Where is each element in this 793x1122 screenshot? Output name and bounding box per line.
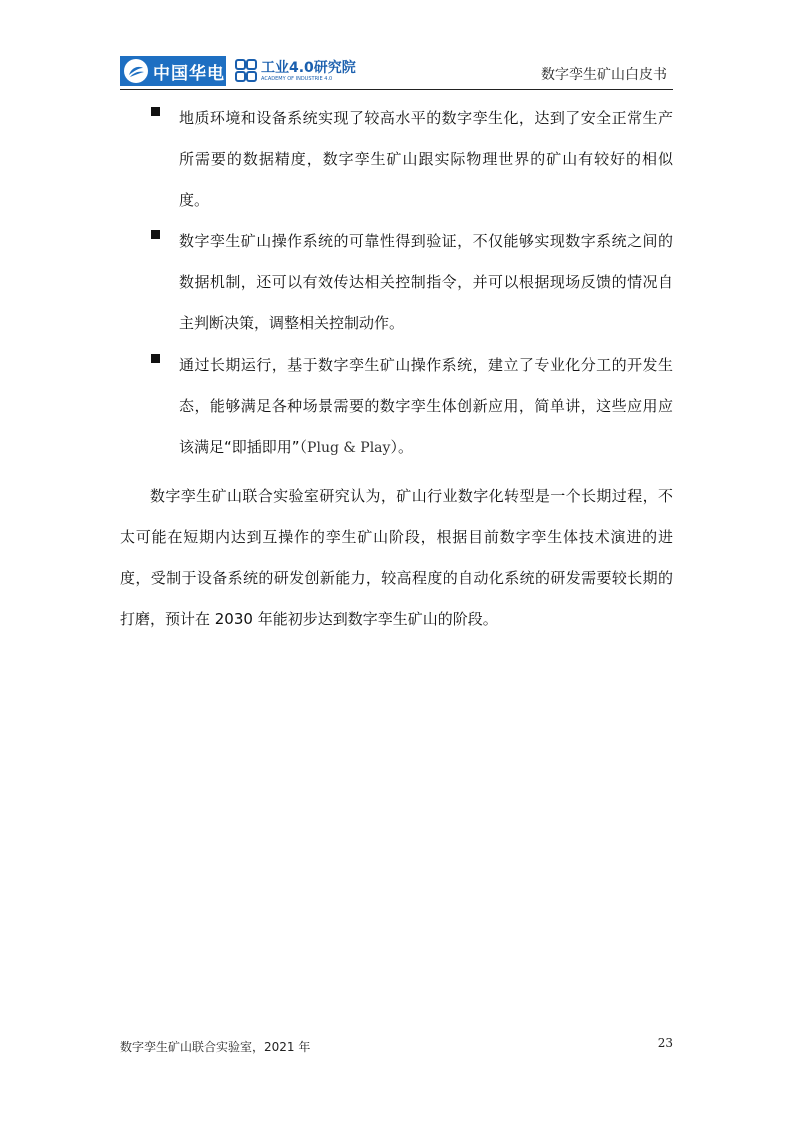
bullet-text-main: 通过长期运行，基于数字孪生矿山操作系统，建立了专业化分工的开发生态，能够满足各种场景需要的数字孪生体创新应用，简单讲，这些应用应该满足“即插即用”（ [179, 356, 673, 456]
academy-logo-subtext: ACADEMY OF INDUSTRIE 4.0 [261, 75, 333, 82]
huadian-logo [120, 56, 226, 86]
bullet-text-end: ）。 [390, 438, 413, 456]
square-bullet-icon [151, 107, 160, 116]
bullet-item-2 [151, 221, 673, 344]
square-bullet-icon [151, 354, 160, 363]
huadian-emblem-icon [123, 58, 149, 84]
bullet-text [179, 345, 673, 469]
page-number: 23 [657, 1036, 673, 1050]
academy-emblem-icon [234, 58, 258, 84]
bullet-text: 数字孪生矿山操作系统的可靠性得到验证，不仅能够实现数字系统之间的数据机制，还可以有效传达相关控制指令，并可以根据现场反馈的情况自主判断决策，调整相关控制动作。 [179, 232, 673, 332]
header-divider [120, 89, 673, 90]
bullet-item-3 [151, 345, 673, 469]
square-bullet-icon [151, 230, 160, 239]
body-paragraph: 数字孪生矿山联合实验室研究认为，矿山行业数字化转型是一个长期过程，不太可能在短期内达到互操作的孪生矿山阶段，根据目前数字孪生体技术演进的进度，受制于设备系统的研发创新能力，较高程度的自动化系统的研发需要较长期的打磨，预计在 2030 年能初步达到数字孪生矿山的阶段。 [120, 487, 673, 628]
document-title: 数字孪生矿山白皮书 [541, 67, 667, 83]
footer-source: 数字孪生矿山联合实验室，2021 年 [120, 1040, 311, 1054]
bullet-item-1 [151, 98, 673, 221]
academy-logo [234, 56, 356, 86]
plug-and-play-term: Plug & Play [307, 440, 391, 456]
bullet-text: 地质环境和设备系统实现了较高水平的数字孪生化，达到了安全正常生产所需要的数据精度，数字孪生矿山跟实际物理世界的矿山有较好的相似度。 [179, 109, 673, 209]
huadian-logo-text: 中国华电 [153, 63, 225, 84]
academy-logo-text: 工业4.0研究院 [261, 59, 356, 76]
